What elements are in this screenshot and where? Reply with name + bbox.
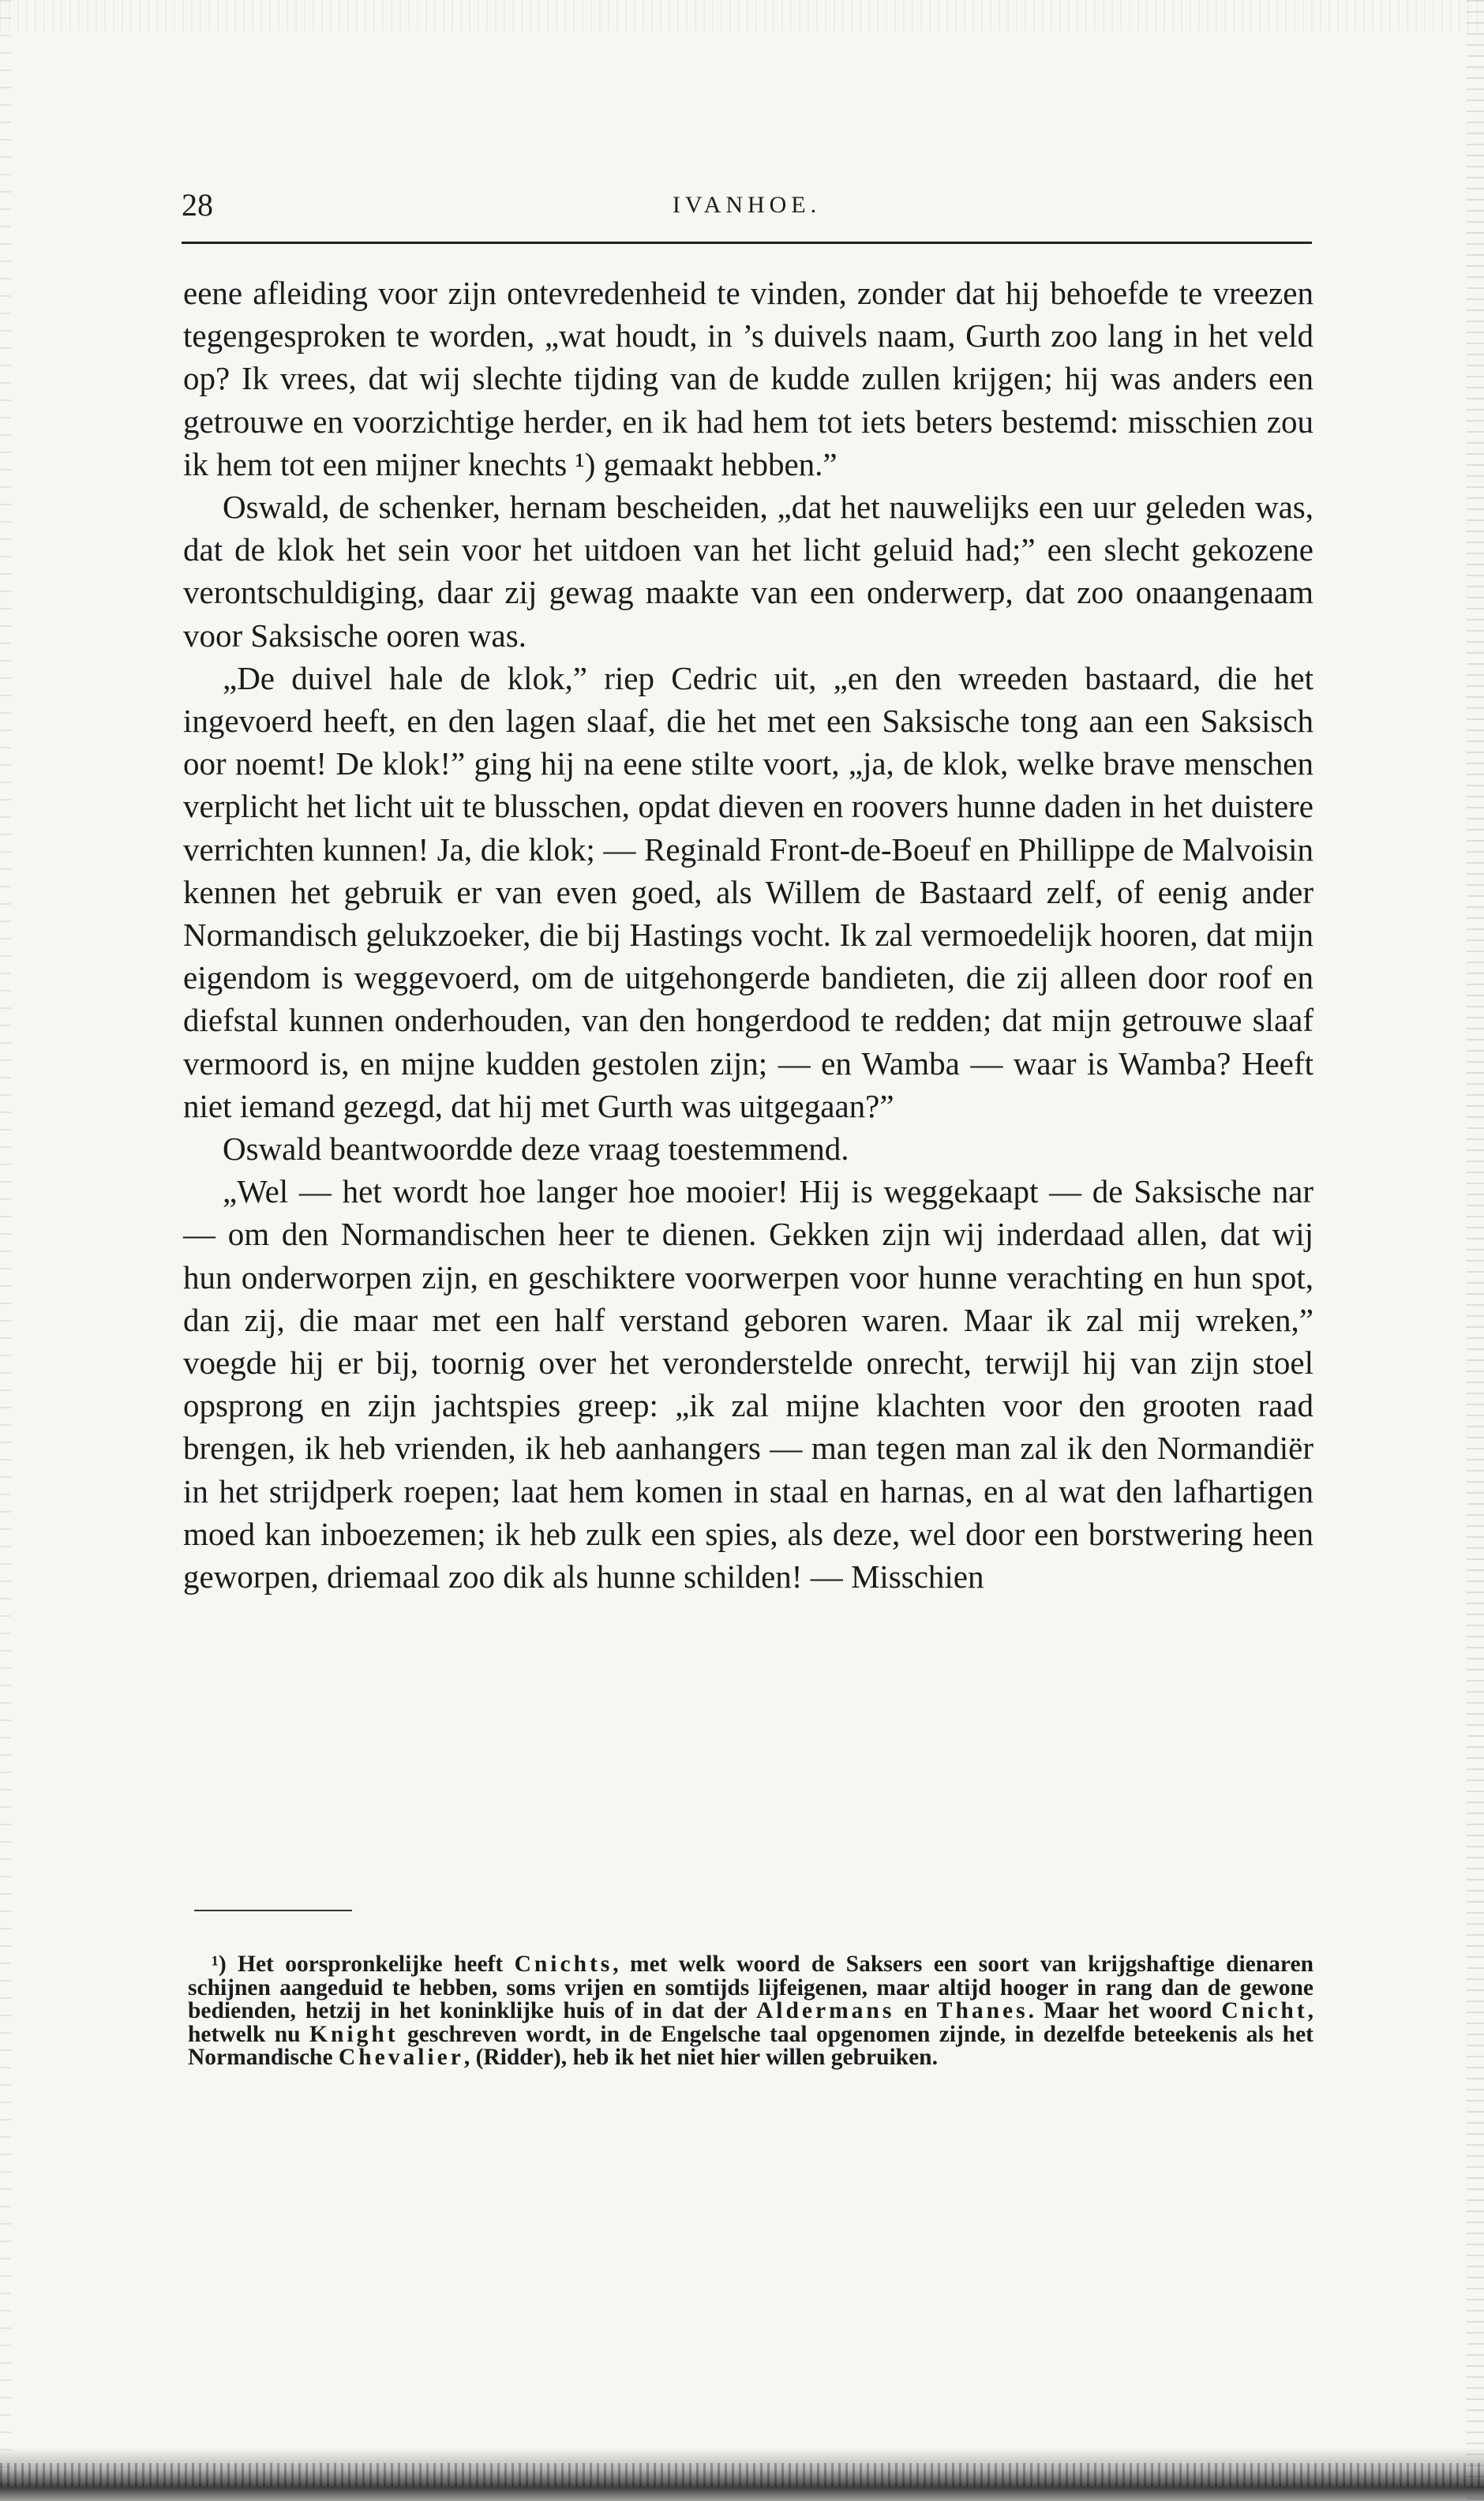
spaced-term: Cnicht [1221,1998,1308,2024]
running-title: IVANHOE. [672,192,822,218]
spaced-term: Chevalier [338,2045,464,2071]
scan-artifact-left [0,0,11,2501]
footnote: ¹) Het oorspronkelijke heeft Cnichts, met welk woord de Saksers een soort van krijgshaftige dienaren schijnen aangeduid te hebben, soms vrijen en somtijds lijfeigenen, maar altijd hooger in rang dan de gewone bedienden, hetzij in het koninklijke huis of in dat der Aldermans en Thanes. Maar het woord Cnicht, hetwelk nu Knight geschreven wordt, in de Engelsche taal opgenomen zijnde, in dezelfde beteekenis als het Normandische Chevalier, (Ridder), heb ik het niet hier willen gebruiken. [188,1952,1314,2071]
header-rule [182,242,1312,244]
footnotes [188,1953,1313,2070]
body-text [183,272,1313,1598]
spaced-term: Cnichts [514,1952,613,1977]
paragraph: Oswald, de schenker, hernam bescheiden, „dat het nauwelijks een uur geleden was, dat de klok het sein voor het uitdoen van het licht geluid had;” een slecht gekozene verontschuldiging, daar zij gewag maakte van een onderwerp, dat zoo onaangenaam voor Saksische ooren was. [183,489,1313,654]
paragraph: eene afleiding voor zijn ontevredenheid te vinden, zonder dat hij behoefde te vreezen tegengesproken te worden, „wat houdt, in ’s duivels naam, Gurth zoo lang in het veld op? Ik vrees, dat wij slechte tijding van de kudde zullen krijgen; hij was anders een getrouwe en voorzichtige herder, en ik had hem tot iets beters bestemd: misschien zou ik hem tot een mijner knechts ¹) gemaakt hebben.” [183,275,1313,482]
spaced-term: Thanes [936,1998,1029,2024]
scan-artifact-top [0,0,1484,32]
spaced-term: Knight [309,2021,399,2047]
page-number: 28 [182,187,213,223]
paragraph: Oswald beantwoordde deze vraag toestemmend. [223,1131,849,1168]
scan-artifact-right [1467,0,1484,2501]
paragraph: „De duivel hale de klok,” riep Cedric uit, „en den wreeden bastaard, die het ingevoerd heeft, en den lagen slaaf, die het met een Saksische tong aan een Saksisch oor noemt! De klok!” ging hij na eene stilte voort, „ja, de klok, welke brave menschen verplicht het licht uit te blusschen, opdat dieven en roovers hunne daden in het duistere verrichten kunnen! Ja, die klok; — Reginald Front-de-Boeuf en Phillippe de Malvoisin kennen het gebruik er van even goed, als Willem de Bastaard zelf, of eenig ander Normandisch gelukzoeker, die bij Hastings vocht. Ik zal vermoedelijk hooren, dat mijn eigendom is weggevoerd, om de uitgehongerde bandieten, die zij alleen door roof en diefstal kunnen onderhouden, van den hongerdood te redden; dat mijn getrouwe slaaf vermoord is, en mijne kudden gestolen zijn; — en Wamba — waar is Wamba? Heeft niet iemand gezegd, dat hij met Gurth was uitgegaan?” [183,659,1313,1124]
paragraph: „Wel — het wordt hoe langer hoe mooier! Hij is weggekaapt — de Saksische nar — om den Normandischen heer te dienen. Gekken zijn wij inderdaad allen, dat wij hun onderworpen zijn, en geschiktere voorwerpen voor hunne verachting en hun spot, dan zij, die maar met een half verstand geboren waren. Maar ik zal mij wreken,” voegde hij er bij, toornig over het veronderstelde onrecht, terwijl hij van zijn stoel opsprong en zijn jachtspies greep: „ik zal mijne klachten voor den grooten raad brengen, ik heb vrienden, ik heb aanhangers — man tegen man zal ik den Normandiër in het strijdperk roepen; laat hem komen in staal en harnas, en al wat den lafhartigen moed kan inboezemen; ik heb zulk een spies, als deze, wel door een borstwering heen geworpen, driemaal zoo dik als hunne schilden! — Misschien [183,1173,1313,1595]
spaced-term: Aldermans [756,1998,895,2024]
footnote-rule [194,1910,352,1911]
footnote-mark: ¹) [212,1952,227,1977]
page-header [182,185,1312,235]
scan-artifact-bottom [0,2447,1484,2501]
